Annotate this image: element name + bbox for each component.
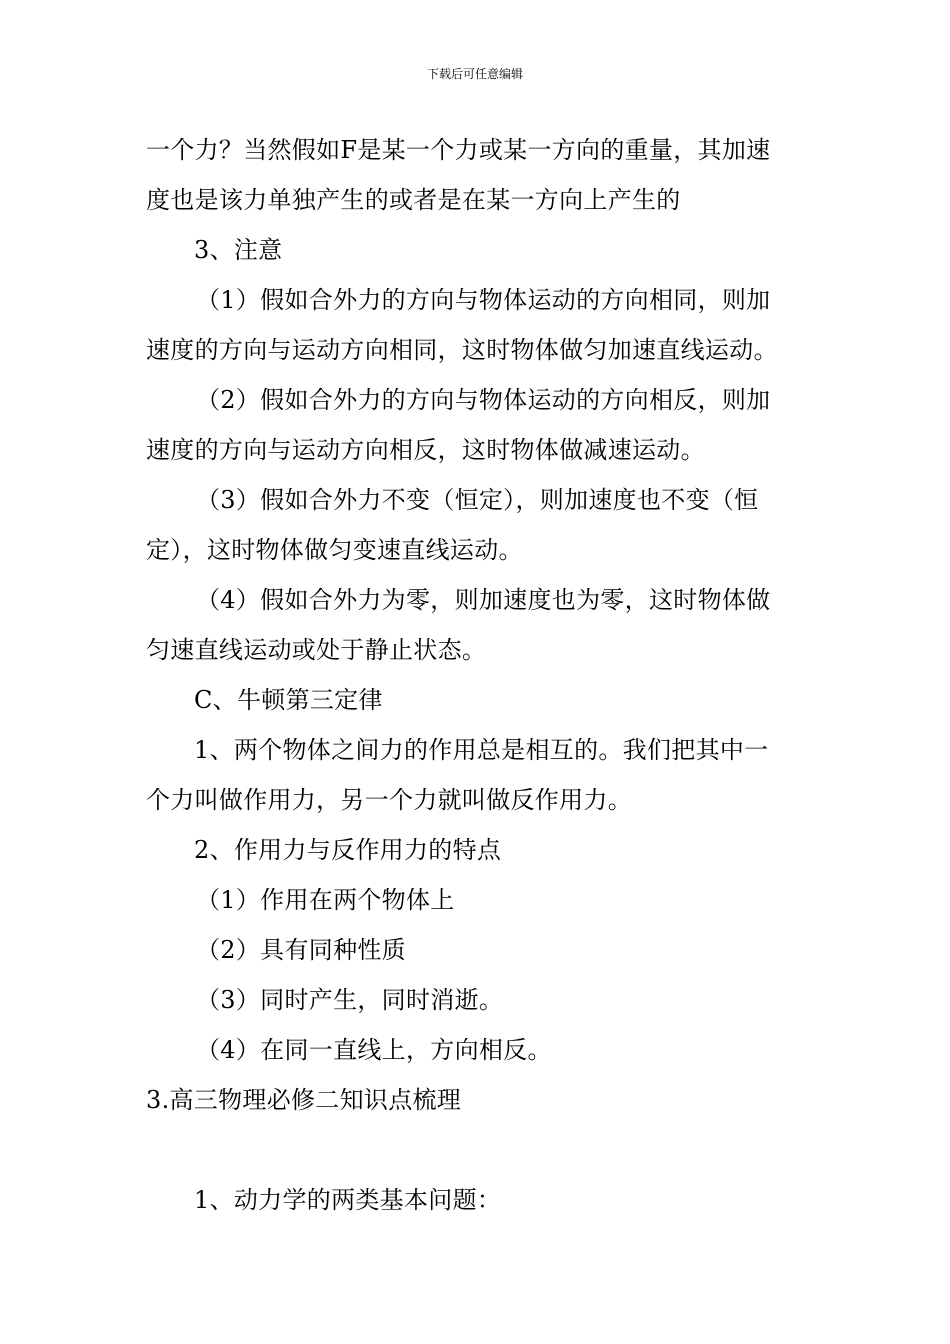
section-heading: C、牛顿第三定律 <box>194 686 383 714</box>
chapter-heading: 3.高三物理必修二知识点梳理 <box>146 1086 462 1114</box>
text-line: 速度的方向与运动方向相反，这时物体做减速运动。 <box>146 436 705 464</box>
list-item: （3）同时产生，同时消逝。 <box>196 986 504 1014</box>
text-line: 定），这时物体做匀变速直线运动。 <box>146 536 523 564</box>
text-line: （1）假如合外力的方向与物体运动的方向相同，则加 <box>196 286 771 314</box>
text-line: （3）假如合外力不变（恒定），则加速度也不变（恒 <box>196 486 759 514</box>
text-line: 1、两个物体之间力的作用总是相互的。我们把其中一 <box>194 736 769 764</box>
list-item: （2）具有同种性质 <box>196 936 406 964</box>
text-line: 一个力？当然假如F是某一个力或某一方向的重量，其加速 <box>146 136 771 164</box>
text-line: （2）假如合外力的方向与物体运动的方向相反，则加 <box>196 386 771 414</box>
text-line: 速度的方向与运动方向相同，这时物体做匀加速直线运动。 <box>146 336 778 364</box>
page-header: 下载后可任意编辑 <box>426 67 523 81</box>
text-line: 匀速直线运动或处于静止状态。 <box>146 636 487 664</box>
section-heading: 1、动力学的两类基本问题： <box>194 1186 502 1214</box>
text-line: 个力叫做作用力，另一个力就叫做反作用力。 <box>146 786 632 814</box>
list-item: （1）作用在两个物体上 <box>196 886 455 914</box>
section-heading: 2、作用力与反作用力的特点 <box>194 836 502 864</box>
text-line: （4）假如合外力为零，则加速度也为零，这时物体做 <box>196 586 771 614</box>
list-item: （4）在同一直线上，方向相反。 <box>196 1036 552 1064</box>
section-heading: 3、注意 <box>194 236 283 264</box>
text-line: 度也是该力单独产生的或者是在某一方向上产生的 <box>146 186 681 214</box>
